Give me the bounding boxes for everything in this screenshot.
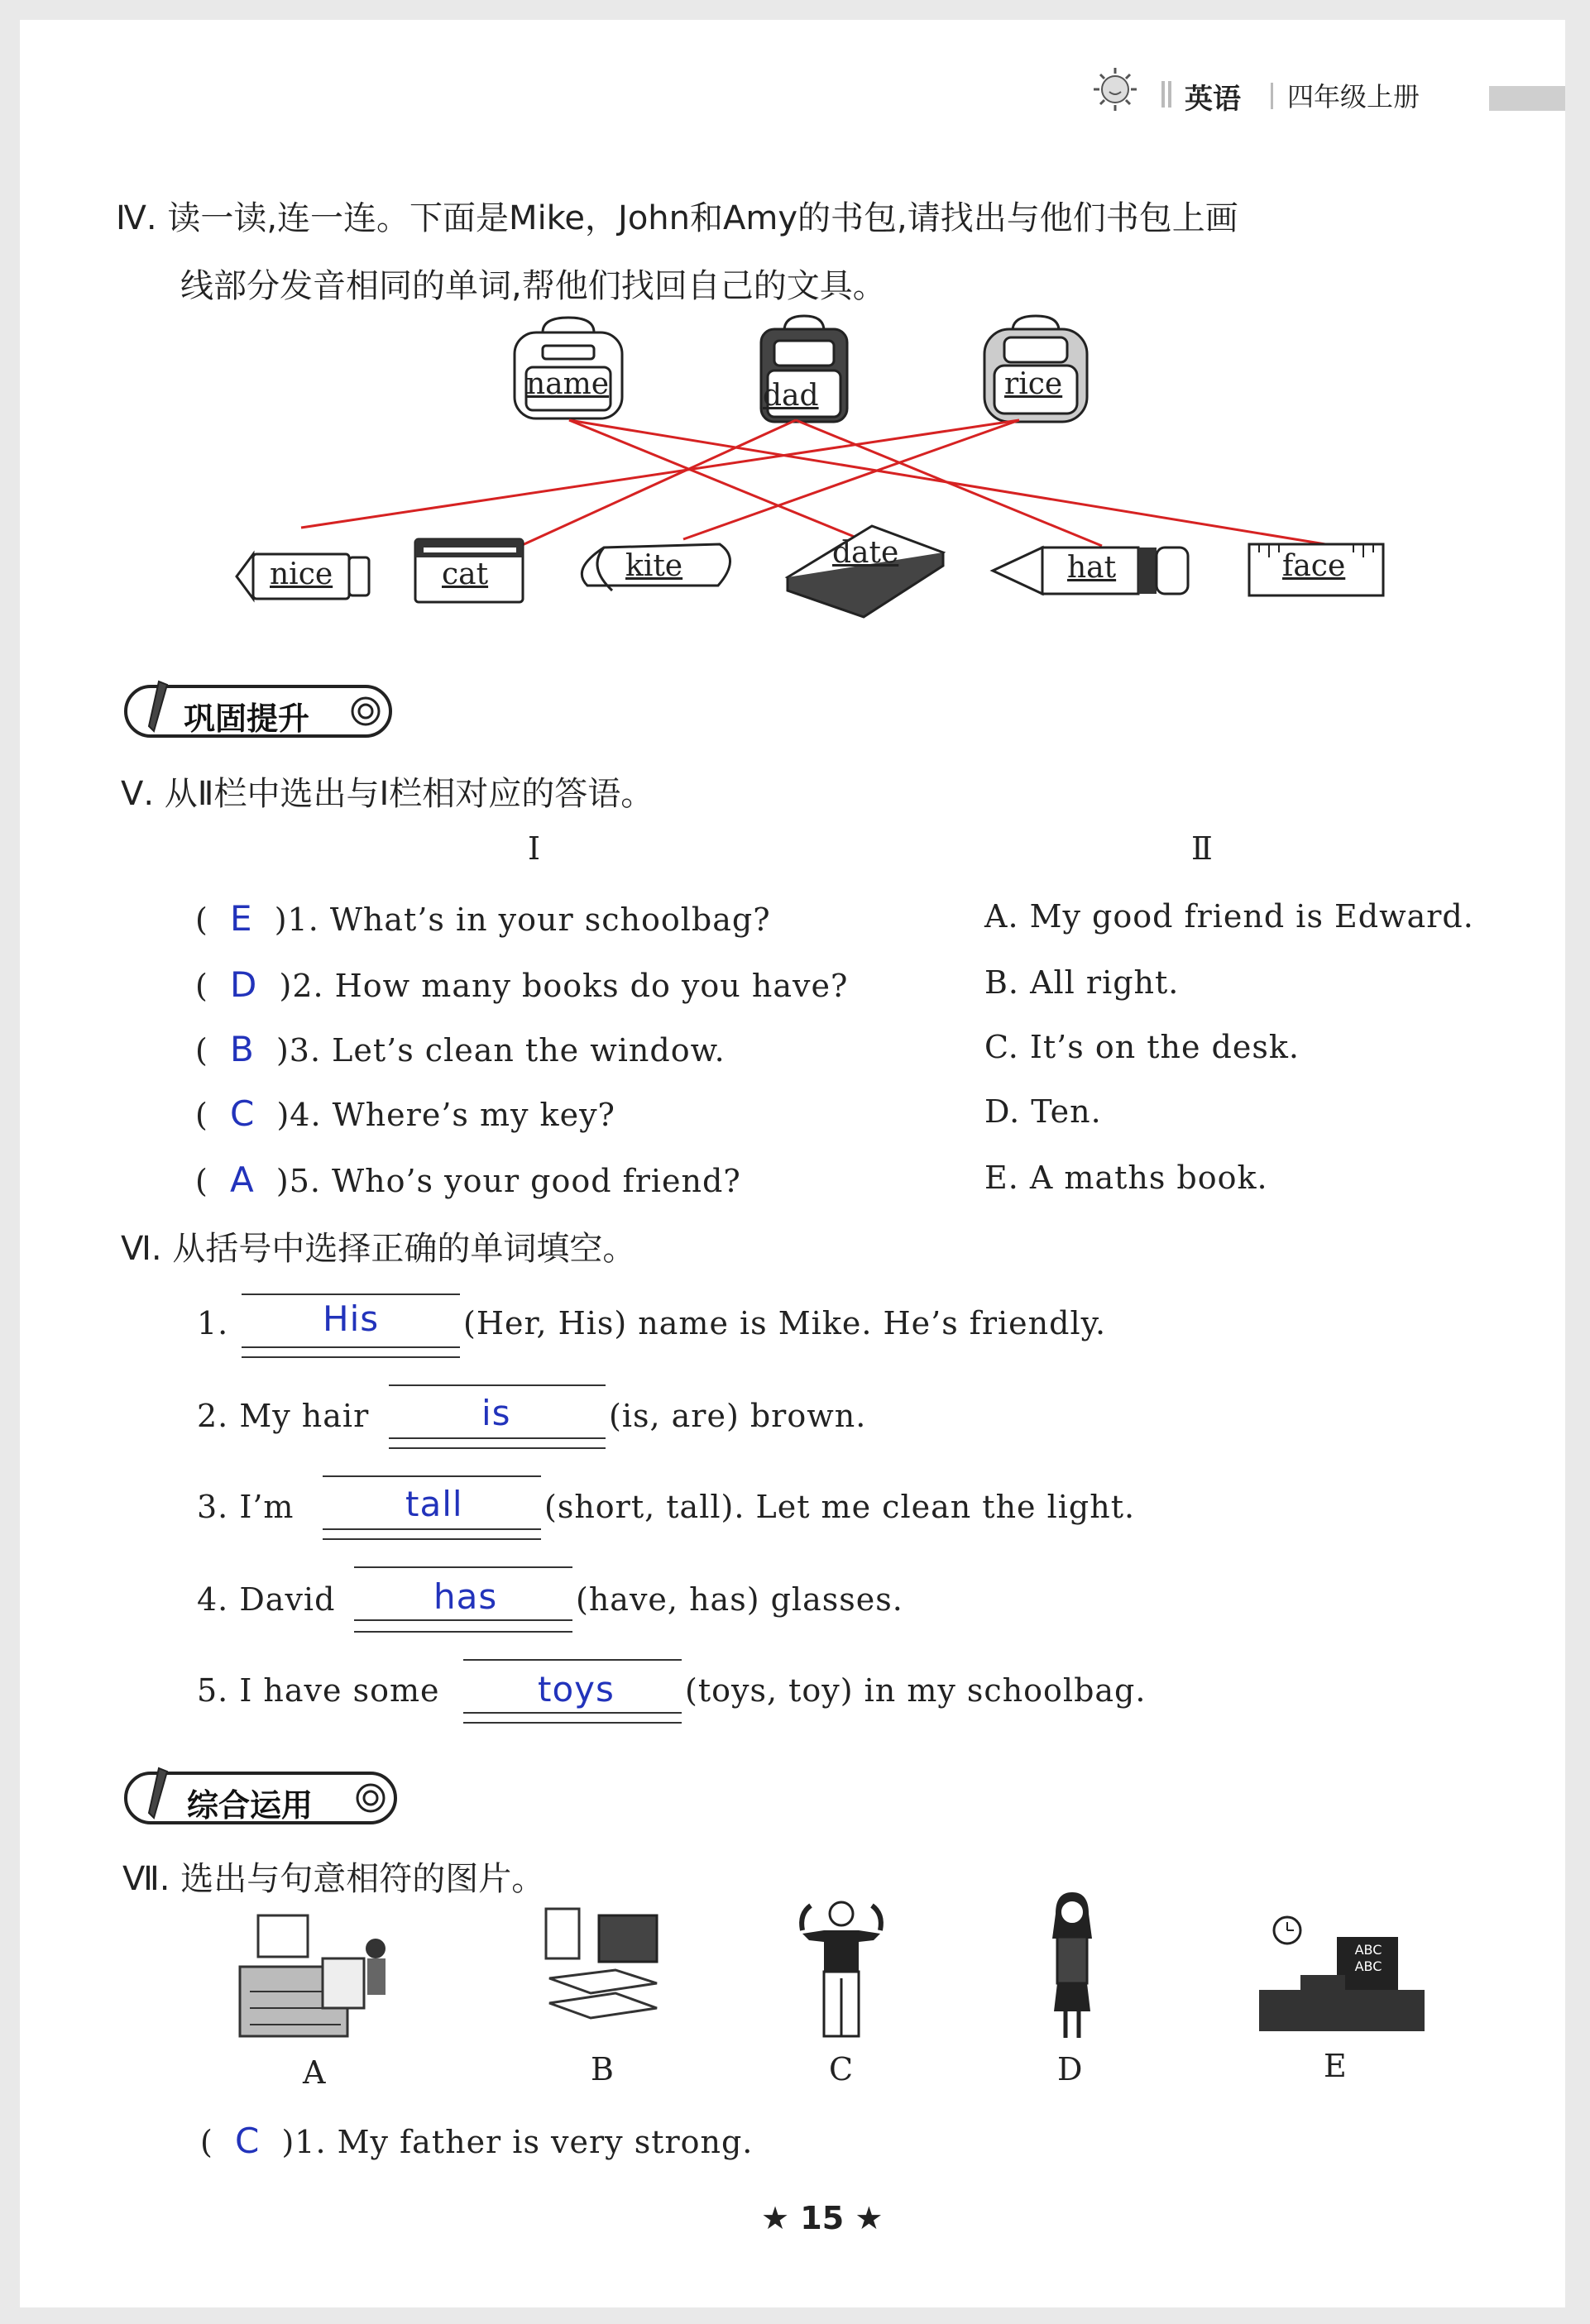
- fill-blank-line: [323, 1528, 541, 1530]
- fill-answer-4: has: [433, 1576, 498, 1617]
- page-number: ★ 15 ★: [761, 2200, 884, 2236]
- bag-word-name: name: [526, 367, 610, 401]
- fill-blank-line: [463, 1659, 682, 1661]
- header-grade: 四年级上册: [1287, 81, 1420, 112]
- picture-label-b: B: [591, 2051, 614, 2087]
- column2-header: Ⅱ: [1191, 830, 1214, 867]
- section7-title: Ⅶ. 选出与句意相符的图片。: [122, 1860, 545, 1898]
- answer-q5-3: B: [229, 1029, 255, 1069]
- fill-blank-line: [463, 1712, 682, 1714]
- fill-blank-line: [242, 1356, 460, 1358]
- classroom-board-picture: [1254, 1910, 1431, 2035]
- fill-item-1-post: (Her, His) name is Mike. He’s friendly.: [463, 1305, 1107, 1341]
- section4-title-line1: Ⅳ. 读一读,连一连。下面是Mike，John和Amy的书包,请找出与他们书包上画: [116, 199, 1238, 237]
- bedroom-picture: [233, 1909, 402, 2039]
- column1-header: Ⅰ: [528, 830, 542, 867]
- q5-5: ( A )5. Who’s your good friend?: [195, 1160, 741, 1200]
- q5-3: ( B )3. Let’s clean the window.: [195, 1029, 726, 1069]
- bag-word-dad: dad: [763, 379, 819, 413]
- option-e: E. A maths book.: [984, 1160, 1268, 1196]
- fill-answer-3: tall: [405, 1484, 463, 1524]
- section6-title: Ⅵ. 从括号中选择正确的单词填空。: [121, 1230, 636, 1268]
- option-d: D. Ten.: [984, 1093, 1102, 1130]
- fill-item-3-post: (short, tall). Let me clean the light.: [544, 1489, 1136, 1525]
- answer-q7-1: C: [234, 2121, 261, 2161]
- picture-label-e: E: [1324, 2048, 1347, 2084]
- strong-man-picture: [794, 1897, 888, 2039]
- tag-application-label: 综合运用: [187, 1787, 314, 1824]
- q7-1: ( C )1. My father is very strong.: [200, 2121, 754, 2161]
- match-line-dad-cat: [510, 420, 796, 551]
- fill-blank-line: [323, 1475, 541, 1477]
- item-word-face: face: [1282, 549, 1346, 583]
- fill-item-5-pre: 5. I have some: [197, 1672, 440, 1709]
- picture-label-a: A: [303, 2054, 326, 2091]
- fill-item-1-pre: 1.: [197, 1305, 229, 1341]
- option-a: A. My good friend is Edward.: [984, 898, 1474, 935]
- fill-blank-line: [354, 1566, 572, 1568]
- picture-label-d: D: [1057, 2051, 1083, 2087]
- fill-item-2-post: (is, are) brown.: [609, 1398, 867, 1434]
- woman-picture: [1034, 1889, 1110, 2044]
- fill-answer-1: His: [323, 1298, 380, 1339]
- classroom-picture: [541, 1904, 667, 2033]
- fill-blank-line: [389, 1437, 606, 1439]
- fill-item-3-pre: 3. I’m: [197, 1489, 295, 1525]
- item-word-date: date: [832, 536, 899, 570]
- option-b: B. All right.: [984, 964, 1180, 1001]
- q5-2: ( D )2. How many books do you have?: [195, 964, 849, 1005]
- header-subject: 英语: [1185, 83, 1241, 116]
- item-word-nice: nice: [270, 557, 333, 591]
- answer-q5-1: E: [229, 898, 253, 939]
- fill-blank-line: [242, 1294, 460, 1295]
- picture-label-c: C: [829, 2051, 854, 2087]
- q5-4: ( C )4. Where’s my key?: [195, 1093, 615, 1134]
- bag-word-rice: rice: [1004, 367, 1063, 401]
- fill-blank-line: [389, 1447, 606, 1449]
- fill-item-4-post: (have, has) glasses.: [576, 1581, 903, 1618]
- q5-1: ( E )1. What’s in your schoolbag?: [195, 898, 771, 939]
- item-word-kite: kite: [625, 549, 683, 583]
- fill-item-2-pre: 2. My hair: [197, 1398, 370, 1434]
- fill-item-4-pre: 4. David: [197, 1581, 336, 1618]
- fill-blank-line: [354, 1631, 572, 1633]
- fill-item-5-post: (toys, toy) in my schoolbag.: [685, 1672, 1147, 1709]
- section4-title-line2: 线部分发音相同的单词,帮他们找回自己的文具。: [180, 267, 886, 305]
- section5-title: Ⅴ. 从Ⅱ栏中选出与Ⅰ栏相对应的答语。: [121, 775, 654, 813]
- answer-q5-2: D: [229, 964, 258, 1005]
- tag-consolidate-label: 巩固提升: [184, 701, 310, 737]
- fill-blank-line: [389, 1384, 606, 1386]
- fill-blank-line: [354, 1619, 572, 1621]
- fill-blank-line: [463, 1722, 682, 1724]
- answer-q5-5: A: [229, 1160, 255, 1200]
- fill-blank-line: [242, 1346, 460, 1348]
- fill-answer-5: toys: [538, 1669, 615, 1710]
- option-c: C. It’s on the desk.: [984, 1029, 1300, 1065]
- answer-q5-4: C: [229, 1093, 256, 1134]
- blackboard-text: ABC ABC: [1354, 1942, 1382, 1974]
- fill-answer-2: is: [481, 1393, 511, 1433]
- fill-blank-line: [323, 1538, 541, 1540]
- matching-lines: [0, 0, 1590, 595]
- item-word-cat: cat: [442, 557, 489, 591]
- item-word-hat: hat: [1067, 551, 1117, 585]
